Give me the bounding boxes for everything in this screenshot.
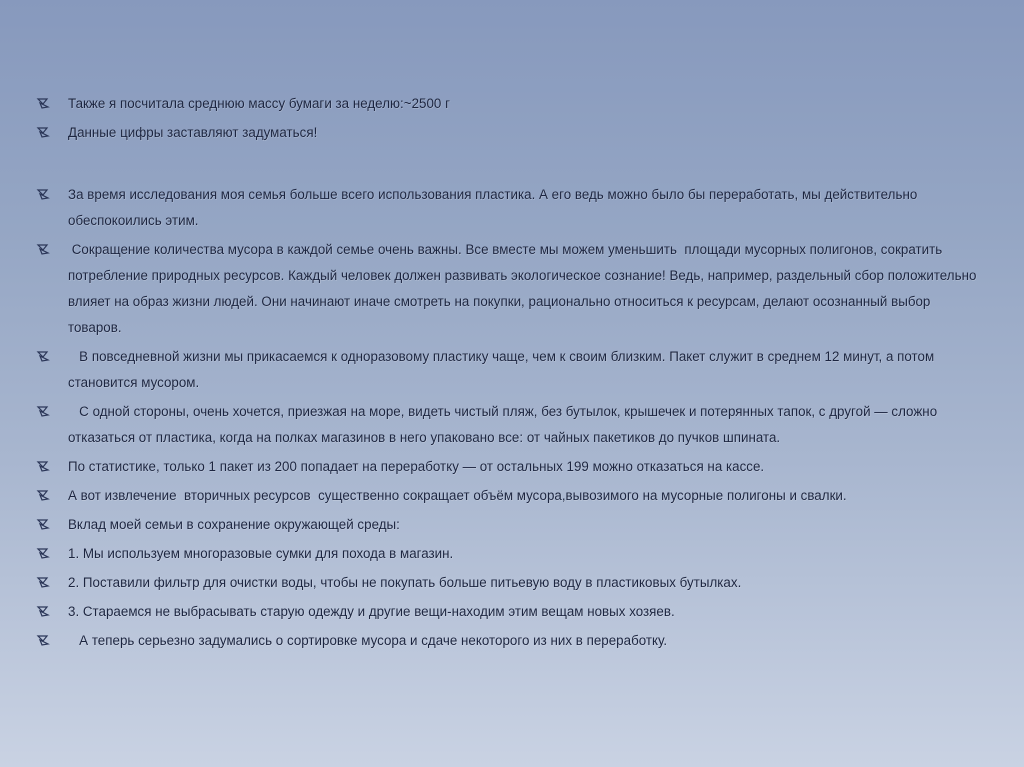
bullet-icon: [36, 187, 50, 201]
list-item-text: 3. Стараемся не выбрасывать старую одежду и другие вещи-находим этим вещам новых хозяев.: [68, 604, 675, 619]
list-item-text: Данные цифры заставляют задуматься!: [68, 125, 318, 140]
list-item: [36, 91, 986, 117]
list-item-text: А вот извлечение вторичных ресурсов существенно сокращает объём мусора,вывозимого на мусорные полигоны и свалки.: [68, 488, 847, 503]
bullet-icon: [36, 633, 50, 647]
bullet-icon: [36, 96, 50, 110]
list-item: [36, 182, 986, 234]
list-item-text: А теперь серьезно задумались о сортировке мусора и сдаче некоторого из них в переработку.: [68, 633, 668, 648]
bullet-list: [36, 91, 986, 657]
spacer: [36, 149, 986, 182]
bullet-icon: [36, 125, 50, 139]
list-item-text: 2. Поставили фильтр для очистки воды, чтобы не покупать больше питьевую воду в пластиковых бутылках.: [68, 575, 742, 590]
bullet-icon: [36, 517, 50, 531]
bullet-icon: [36, 242, 50, 256]
bullet-icon: [36, 546, 50, 560]
bullet-icon: [36, 349, 50, 363]
list-item-text: Сокращение количества мусора в каждой семье очень важны. Все вместе мы можем уменьшить площади мусорных полигонов, сократить потребление природных ресурсов. Каждый человек должен развивать экологическое сознание! Ведь, например, раздельный сбор положительно влияет на образ жизни людей. Они начинают иначе смотреть на покупки, рационально относиться к ресурсам, делают осознанный выбор товаров.: [68, 242, 981, 335]
bullet-icon: [36, 459, 50, 473]
list-item: [36, 344, 986, 396]
list-item-text: Также я посчитала среднюю массу бумаги за неделю:~2500 г: [68, 96, 450, 111]
list-item: [36, 541, 986, 567]
list-item-text: По статистике, только 1 пакет из 200 попадает на переработку — от остальных 199 можно отказаться на кассе.: [68, 459, 765, 474]
list-item: [36, 483, 986, 509]
list-item: [36, 120, 986, 146]
list-item-text: В повседневной жизни мы прикасаемся к одноразовому пластику чаще, чем к своим близким. Пакет служит в среднем 12 минут, а потом становится мусором.: [68, 349, 938, 390]
list-item: [36, 570, 986, 596]
list-item: [36, 399, 986, 451]
bullet-icon: [36, 404, 50, 418]
bullet-icon: [36, 604, 50, 618]
list-item: [36, 628, 986, 654]
bullet-icon: [36, 575, 50, 589]
list-item: [36, 599, 986, 625]
list-item: [36, 454, 986, 480]
list-item-text: 1. Мы используем многоразовые сумки для похода в магазин.: [68, 546, 454, 561]
list-item-text: Вклад моей семьи в сохранение окружающей среды:: [68, 517, 400, 532]
list-item-text: С одной стороны, очень хочется, приезжая на море, видеть чистый пляж, без бутылок, крышечек и потерянных тапок, с другой — сложно отказаться от пластика, когда на полках магазинов в него упаковано все: от чайных пакетиков до пучков шпината.: [68, 404, 941, 445]
list-item-text: За время исследования моя семья больше всего использования пластика. А его ведь можно было бы переработать, мы действительно обеспокоились этим.: [68, 187, 922, 228]
bullet-icon: [36, 488, 50, 502]
list-item: [36, 237, 986, 341]
list-item: [36, 512, 986, 538]
